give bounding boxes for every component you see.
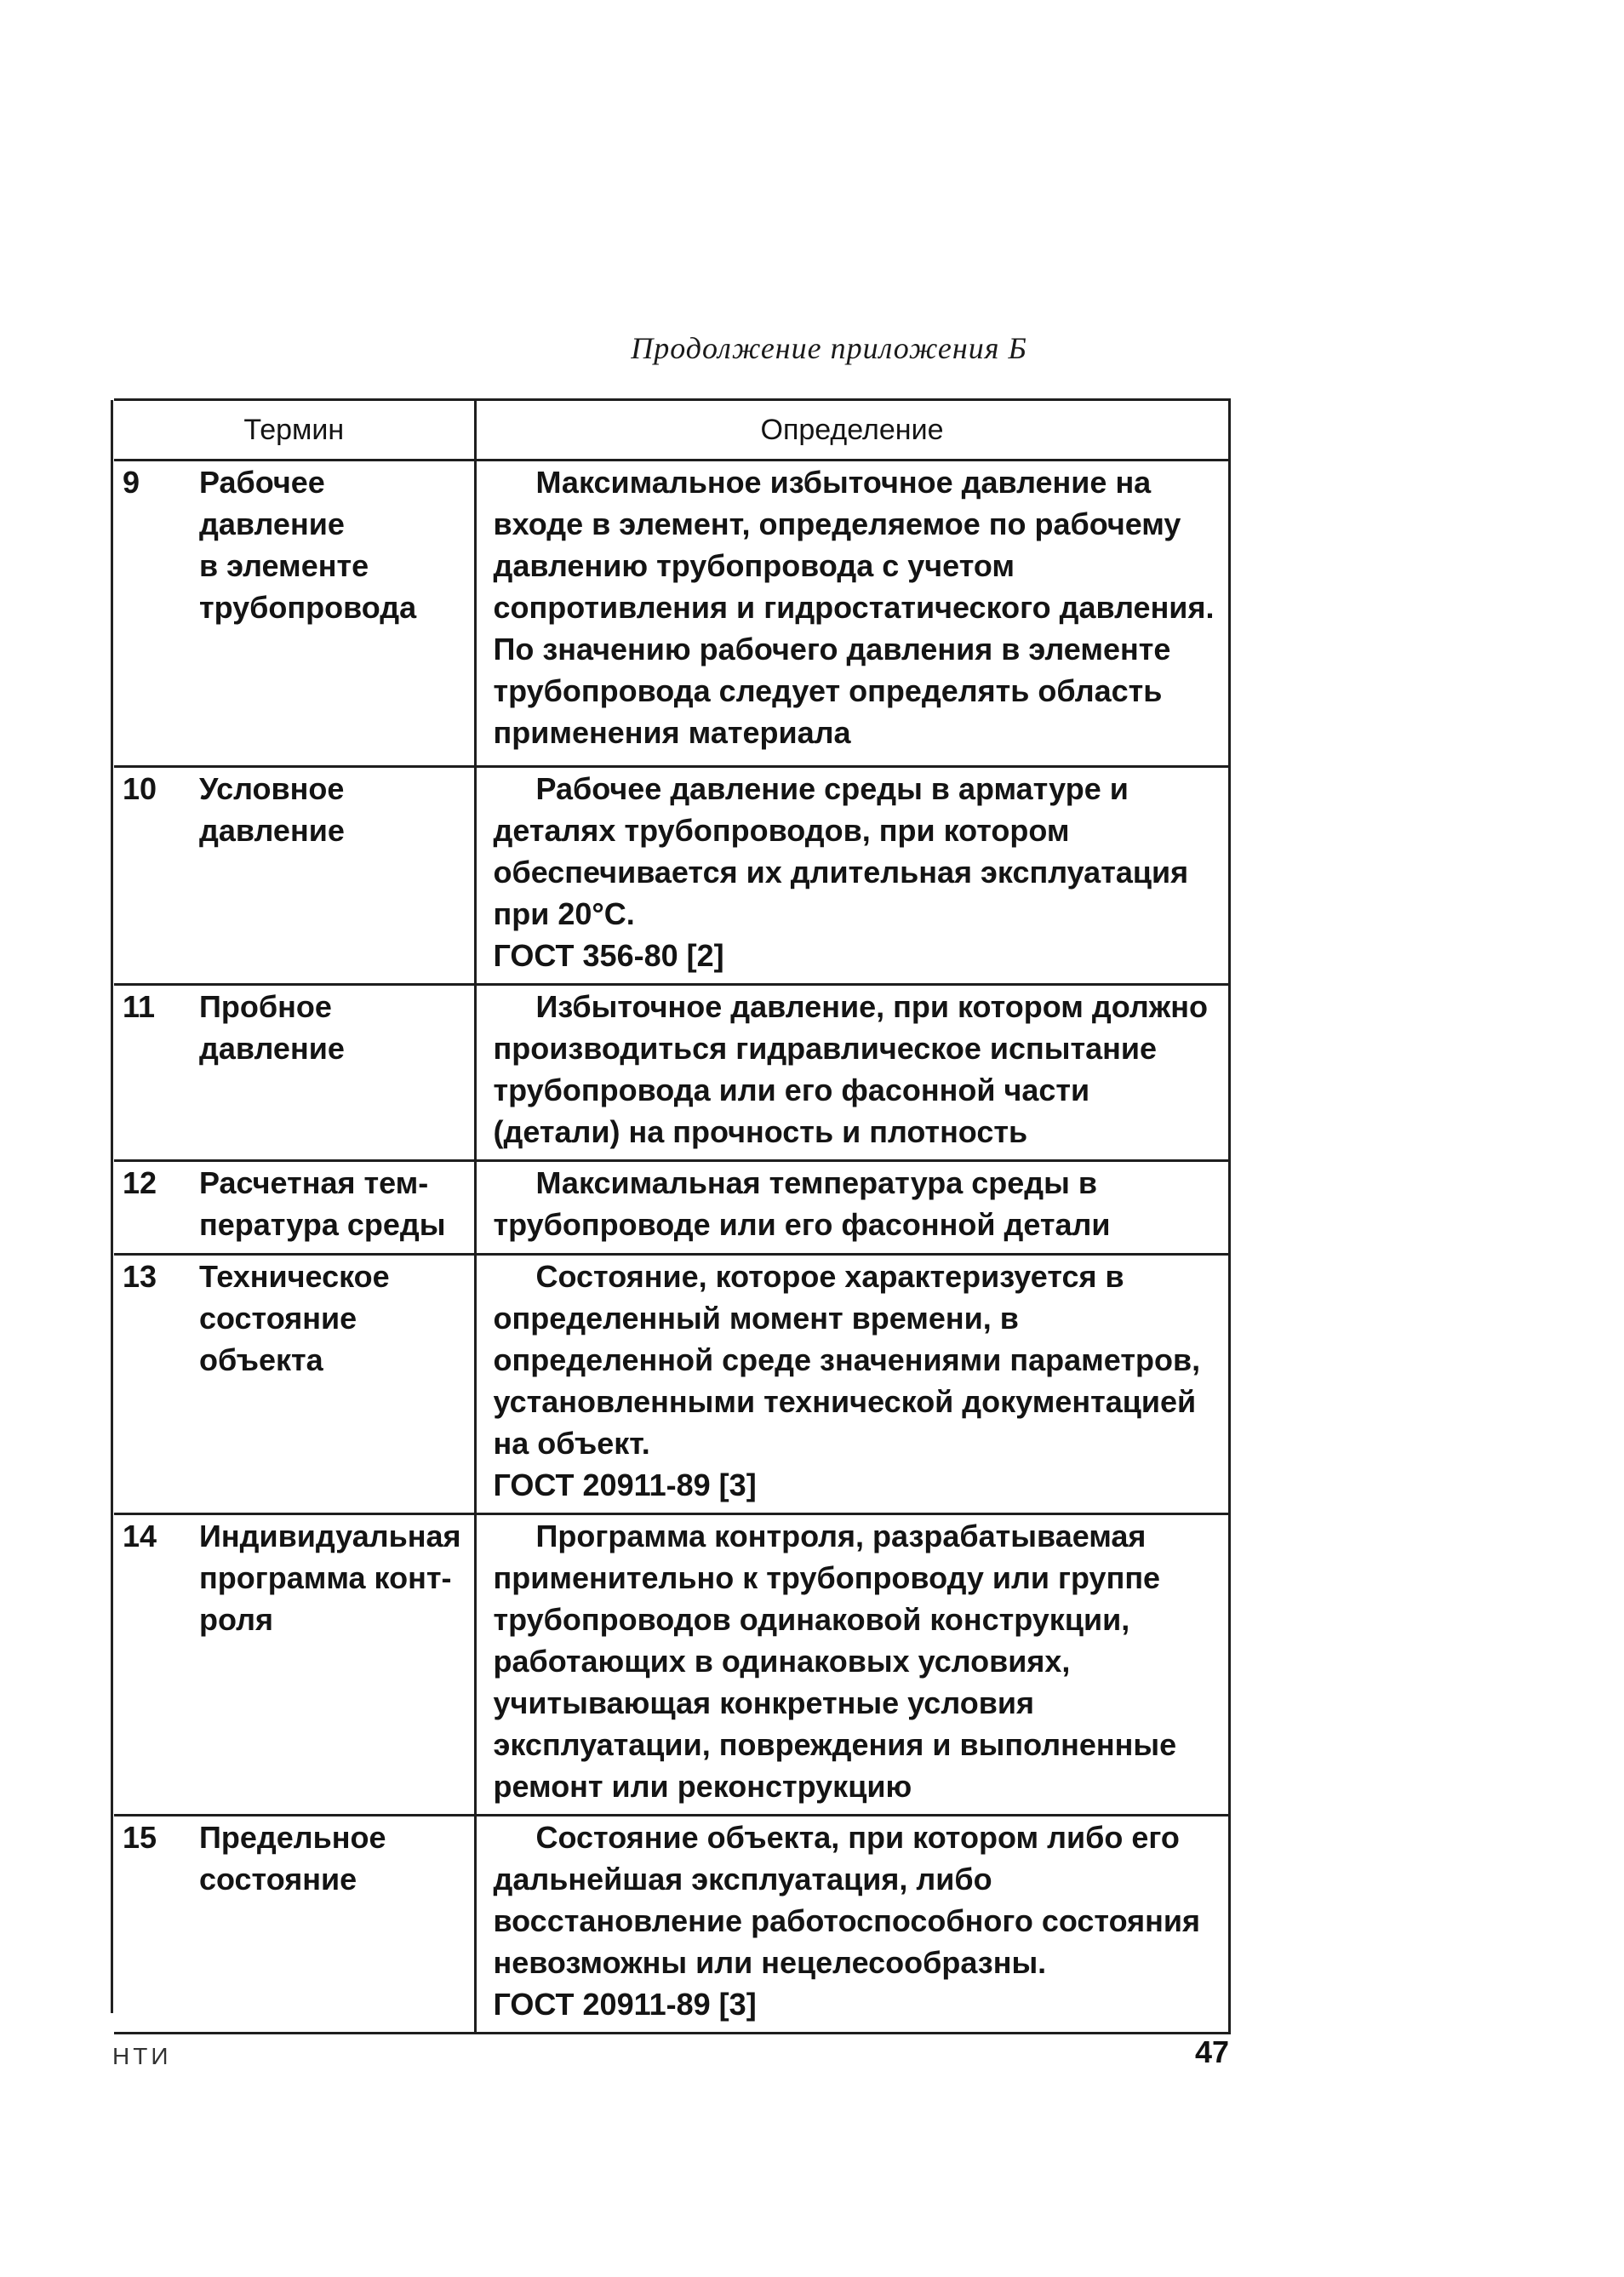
- definition-text: Состояние объекта, при котором либо его дальнейшая эксплуатация, либо восстановление работоспособного состояния невозможны или нецелесообразны.: [493, 1820, 1200, 1980]
- definition-reference: ГОСТ 20911-89 [3]: [493, 1467, 757, 1502]
- term-number: 14: [123, 1519, 157, 1553]
- definition-cell: [475, 1816, 1229, 2034]
- table-row: [114, 1514, 1229, 1816]
- definition-text: Максимальное избыточное давление на входе в элемент, определяемое по рабочему давлению трубопровода с учетом сопротивления и гидростатического давления. По значению рабочего давления в элементе трубопровода следует определять область применения материала: [493, 465, 1215, 750]
- table-caption: Продолжение приложения Б: [631, 331, 1027, 365]
- term-cell: [114, 461, 475, 767]
- header-term: Термин: [114, 400, 475, 461]
- header-definition: Определение: [475, 400, 1229, 461]
- definition-reference: ГОСТ 356-80 [2]: [493, 938, 724, 973]
- definition-cell: [475, 1514, 1229, 1816]
- definition-cell: [475, 767, 1229, 985]
- definition-text: Рабочее давление среды в арматуре и деталях трубопроводов, при котором обеспечивается их длительная эксплуатация при 20°С.: [493, 771, 1189, 931]
- term-number: 10: [123, 771, 157, 806]
- table-row: [114, 1816, 1229, 2034]
- footer-mark: НТИ: [112, 2043, 172, 2069]
- definition-cell: [475, 461, 1229, 767]
- table-row: [114, 985, 1229, 1161]
- term-name: Техническое состояние объекта: [199, 1259, 390, 1377]
- term-name: Индивидуальная программа конт- роля: [199, 1519, 461, 1637]
- table-row: [114, 1255, 1229, 1514]
- term-cell: [114, 767, 475, 985]
- term-cell: [114, 1816, 475, 2034]
- term-name: Пробное давление: [199, 989, 345, 1066]
- term-name: Условное давление: [199, 771, 345, 848]
- table-row: [114, 1161, 1229, 1255]
- definition-cell: [475, 1161, 1229, 1255]
- term-cell: [114, 985, 475, 1161]
- term-number: 9: [123, 465, 140, 500]
- definition-text: Состояние, которое характеризуется в определенный момент времени, в определенной среде значениями параметров, установленными технической документацией на объект.: [493, 1259, 1201, 1461]
- terms-table: [114, 398, 1231, 2034]
- term-number: 15: [123, 1820, 157, 1855]
- definition-reference: ГОСТ 20911-89 [3]: [493, 1987, 757, 2022]
- term-number: 12: [123, 1165, 157, 1200]
- table-row: [114, 461, 1229, 767]
- term-cell: [114, 1161, 475, 1255]
- page-number: 47: [1195, 2034, 1230, 2069]
- definition-text: Максимальная температура среды в трубопроводе или его фасонной детали: [493, 1165, 1111, 1242]
- term-name: Расчетная тем- пература среды: [199, 1165, 446, 1242]
- term-name: Рабочее давление в элементе трубопровода: [199, 465, 417, 625]
- table-header-row: [114, 400, 1229, 461]
- term-number: 11: [123, 989, 156, 1024]
- term-name: Предельное состояние: [199, 1820, 386, 1897]
- definition-text: Программа контроля, разрабатываемая применительно к трубопроводу или группе трубопроводов одинаковой конструкции, работающих в одинаковых условиях, учитывающая конкретные условия эксплуатации, повреждения и выполненные ремонт или реконструкцию: [493, 1519, 1177, 1804]
- definition-cell: [475, 985, 1229, 1161]
- term-cell: [114, 1255, 475, 1514]
- definition-text: Избыточное давление, при котором должно производиться гидравлическое испытание трубопровода или его фасонной части (детали) на прочность и плотность: [493, 989, 1208, 1149]
- table-row: [114, 767, 1229, 985]
- table-left-rule: [111, 400, 113, 2013]
- term-cell: [114, 1514, 475, 1816]
- definition-cell: [475, 1255, 1229, 1514]
- term-number: 13: [123, 1259, 157, 1294]
